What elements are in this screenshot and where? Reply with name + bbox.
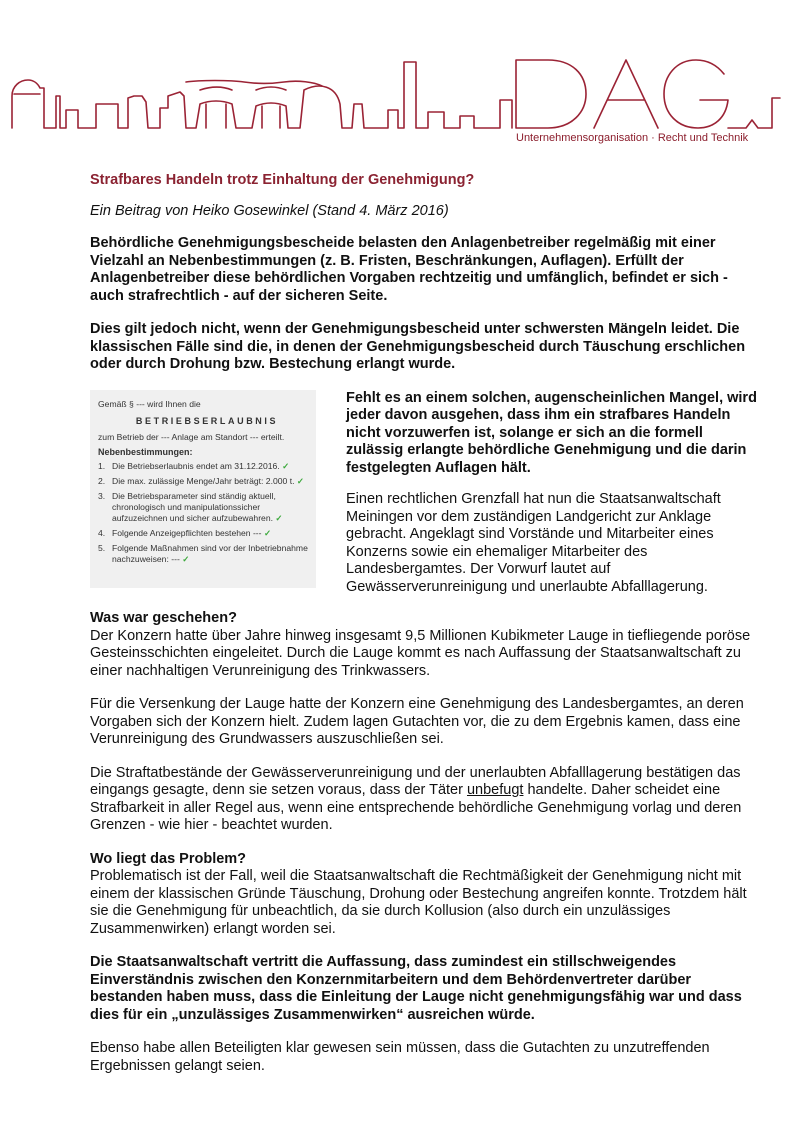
page-header bbox=[0, 0, 791, 160]
check-icon: ✓ bbox=[282, 460, 290, 471]
heading-problem: Wo liegt das Problem? bbox=[90, 850, 247, 867]
permit-conditions-list bbox=[98, 461, 316, 565]
permit-subtitle: Nebenbestimmungen: bbox=[98, 446, 193, 457]
intro-paragraph-2: Dies gilt jedoch nicht, wenn der Genehmigungsbescheid unter schwersten Mängeln leidet. Die klassischen Fälle sind die, in denen der Genehmigungsbescheid durch Täuschung erschlichen oder durch Drohung bzw. Bestechung erlangt wurde. bbox=[90, 321, 746, 372]
permit-heading: BETRIEBSERLAUBNIS bbox=[135, 415, 279, 426]
list-item: 5. Folgende Maßnahmen sind vor der Inbetriebnahme nachzuweisen: --- ✓ bbox=[98, 542, 308, 564]
underlined-term: unbefugt bbox=[466, 782, 524, 798]
list-item: 3. Die Betriebsparameter sind ständig aktuell, chronologisch und manipulationssicher aufzuzeichnen und sicher aufzubewahren. ✓ bbox=[98, 490, 283, 523]
permit-line-1: Gemäß § --- wird Ihnen die bbox=[98, 398, 201, 409]
list-item: 2. Die max. zulässige Menge/Jahr beträgt: 2.000 t. ✓ bbox=[98, 475, 305, 486]
tagline: Unternehmensorganisation · Recht und Technik bbox=[516, 132, 749, 144]
paragraph-problem: Problematisch ist der Fall, weil die Staatsanwaltschaft die Rechtmäßigkeit der Genehmigung nicht mit einem der klassischen Gründe Täuschung, Drohung oder Bestechung angreifen konnte. Trotzdem hält sie die Genehmigung für unbeachtlich, da sie durch Kollusion (also durch ein unzulässiges Zusammenwirken) erlangt worden sei. bbox=[90, 868, 747, 937]
intro-paragraph-1: Behördliche Genehmigungsbescheide belasten den Anlagenbetreiber regelmäßig mit einer Vielzahl an Nebenbestimmungen (z. B. Fristen, Beschränkungen, Auflagen). Erfüllt der Anlagenbetreiber diese behördlichen Vorgaben rechtzeitig und umfänglich, befindet er sich - auch strafrechtlich - auf der sicheren Seite. bbox=[90, 235, 728, 304]
paragraph-ebenso: Ebenso habe allen Beteiligten klar gewesen sein müssen, dass die Gutachten zu unzutreffenden Ergebnissen gelangt seien. bbox=[90, 1040, 710, 1074]
list-item: 1. Die Betriebserlaubnis endet am 31.12.2016. ✓ bbox=[98, 460, 290, 471]
check-icon: ✓ bbox=[275, 512, 283, 523]
paragraph-geschehen-1: Der Konzern hatte über Jahre hinweg insgesamt 9,5 Millionen Kubikmeter Lauge in tiefliegende poröse Gesteinsschichten eingeleitet. Durch die Lauge kommt es nach Auffassung der Staatsanwaltschaft zu einer nachhaltigen Verunreinigung des Trinkwassers. bbox=[90, 627, 751, 679]
float-paragraph: Einen rechtlichen Grenzfall hat nun die Staatsanwaltschaft Meiningen vor dem zuständigen Landgericht zur Anklage gebracht. Angeklagt sind Vorstände und Mitarbeiter eines Konzerns sowie ein ehemaliger Mitarbeiter des Landesbergamtes. Der Vorwurf lautet auf Gewässerverunreinigung und unerlaubte Abfalllagerung. bbox=[346, 491, 721, 595]
paragraph-auffassung: Die Staatsanwaltschaft vertritt die Auffassung, dass zumindest ein stillschweigendes Einverständnis zwischen den Konzernmitarbeitern und dem Behördenvertreter darüber bestanden haben muss, dass die Einleitung der Lauge nicht genehmigungsfähig war und dass dies für ein „unzulässiges Zusammenwirken“ ausreichen würde. bbox=[90, 954, 742, 1023]
paragraph-geschehen-2: Für die Versenkung der Lauge hatte der Konzern eine Genehmigung des Landesbergamtes, an deren Vorgaben sich der Konzern hielt. Zudem lagen Gutachten vor, die zu dem Ergebnis kamen, dass eine Verunreinigung des Grundwassers auszuschließen sei. bbox=[90, 696, 744, 747]
article-author: Ein Beitrag von Heiko Gosewinkel (Stand 4. März 2016) bbox=[90, 203, 449, 219]
paragraph-straftatbestaende: Die Straftatbestände der Gewässerverunreinigung und der unerlaubten Abfalllagerung bestätigen das eingangs gesagte, denn sie setzen voraus, dass der Täter unbefugt handelte. Daher scheidet eine Strafbarkeit in aller Regel aus, wenn eine entsprechende behördliche Genehmigung vorlag und deren Grenzen - wie hier - beachtet wurden. bbox=[90, 764, 742, 833]
check-icon: ✓ bbox=[182, 553, 190, 564]
check-icon: ✓ bbox=[296, 475, 305, 486]
permit-line-2: zum Betrieb der --- Anlage am Standort --- erteilt. bbox=[98, 431, 285, 442]
list-item: 4. Folgende Anzeigepflichten bestehen --- ✓ bbox=[98, 527, 272, 538]
heading-geschehen: Was war geschehen? bbox=[90, 610, 237, 626]
permit-document-image bbox=[90, 390, 316, 588]
float-bold-paragraph: Fehlt es an einem solchen, augenscheinlichen Mangel, wird jeder davon ausgehen, dass ihm ein strafbares Handeln nicht vorzuwerfen ist, solange er sich an die formell zulässig erlangte behördliche Genehmigung und die darin festgelegten Auflagen hält. bbox=[346, 389, 757, 476]
article bbox=[90, 172, 762, 1091]
article-title: Strafbares Handeln trotz Einhaltung der Genehmigung? bbox=[90, 172, 475, 188]
check-icon: ✓ bbox=[263, 527, 272, 538]
